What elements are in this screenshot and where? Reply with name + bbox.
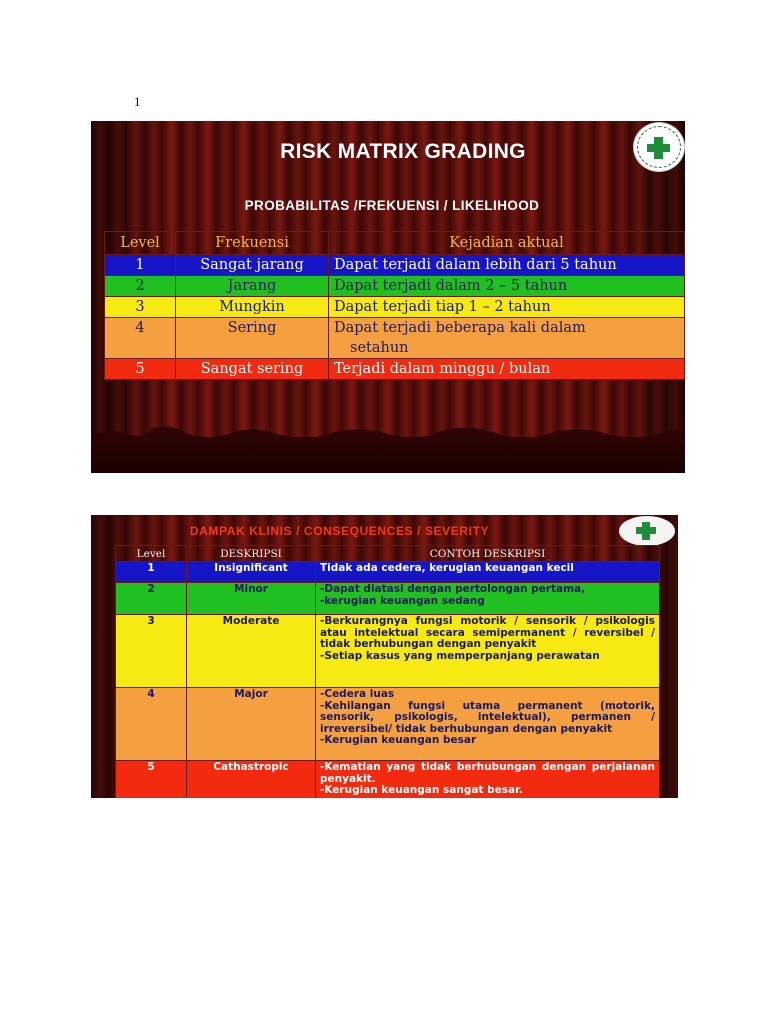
contoh-line: -kerugian keuangan sedang (320, 594, 485, 607)
contoh-line: -Kematian yang tidak berhubungan dengan perjalanan penyakit. (320, 761, 655, 785)
kejadian-cell: Dapat terjadi dalam 2 – 5 tahun (329, 276, 685, 297)
deskripsi-cell: Cathastropic (187, 761, 316, 799)
table-row (105, 359, 685, 380)
contoh-cell (316, 761, 660, 799)
slide-risk-matrix-grading (91, 121, 685, 473)
deskripsi-cell: Minor (187, 583, 316, 615)
contoh-cell (316, 615, 660, 688)
level-cell: 4 (105, 318, 176, 359)
curtain-edge-icon (91, 423, 685, 443)
contoh-line: -Cedera luas (320, 688, 395, 700)
header-level: Level (116, 546, 187, 562)
table-header-row (105, 232, 685, 255)
contoh-line: -Kerugian keuangan besar (320, 734, 477, 746)
contoh-cell (316, 562, 660, 583)
contoh-cell (316, 688, 660, 761)
table-row (105, 255, 685, 276)
frekuensi-cell: Sangat jarang (176, 255, 329, 276)
table-row (116, 562, 660, 583)
table-row (105, 318, 685, 359)
table-row (105, 276, 685, 297)
contoh-line: Tidak ada cedera, kerugian keuangan kecil (320, 562, 574, 574)
level-cell: 1 (105, 255, 176, 276)
likelihood-table (104, 231, 685, 380)
hospital-logo-icon (619, 516, 675, 546)
table-row (116, 688, 660, 761)
level-cell: 4 (116, 688, 187, 761)
level-cell: 5 (116, 761, 187, 799)
contoh-line: -Kehilangan fungsi utama permanent (motorik, sensorik, psikologis, intelektual), permanen / irreversibel/ tidak berhubungan dengan penyakit (320, 699, 655, 735)
table-header-row (116, 546, 660, 562)
header-deskripsi: DESKRIPSI (187, 546, 316, 562)
header-kejadian: Kejadian aktual (329, 232, 685, 255)
frekuensi-cell: Sering (176, 318, 329, 359)
slide2-title: DAMPAK KLINIS / CONSEQUENCES / SEVERITY (189, 524, 490, 538)
contoh-line: -Setiap kasus yang memperpanjang perawatan (320, 649, 600, 662)
table-row (116, 583, 660, 615)
header-contoh: CONTOH DESKRIPSI (316, 546, 660, 562)
kejadian-line: setahun (350, 340, 409, 356)
level-cell: 3 (116, 615, 187, 688)
contoh-line: -Kerugian keuangan sangat besar. (320, 784, 523, 796)
contoh-line: -Dapat diatasi dengan pertolongan pertama, (320, 583, 586, 595)
level-cell: 5 (105, 359, 176, 380)
level-cell: 2 (116, 583, 187, 615)
level-cell: 2 (105, 276, 176, 297)
contoh-cell (316, 583, 660, 615)
table-row (116, 615, 660, 688)
kejadian-cell: Terjadi dalam minggu / bulan (329, 359, 685, 380)
frekuensi-cell: Jarang (176, 276, 329, 297)
severity-table (115, 545, 660, 798)
kejadian-cell: Dapat terjadi tiap 1 – 2 tahun (329, 297, 685, 318)
kejadian-cell (329, 318, 685, 359)
deskripsi-cell: Insignificant (187, 562, 316, 583)
deskripsi-cell: Moderate (187, 615, 316, 688)
page-number: 1 (134, 94, 141, 109)
slide1-title: RISK MATRIX GRADING (280, 140, 526, 163)
level-cell: 1 (116, 562, 187, 583)
header-level: Level (105, 232, 176, 255)
deskripsi-cell: Major (187, 688, 316, 761)
kejadian-line: Dapat terjadi beberapa kali dalam (334, 320, 586, 336)
table-row (105, 297, 685, 318)
level-cell: 3 (105, 297, 176, 318)
frekuensi-cell: Sangat sering (176, 359, 329, 380)
frekuensi-cell: Mungkin (176, 297, 329, 318)
slide1-subtitle: PROBABILITAS /FREKUENSI / LIKELIHOOD (244, 198, 540, 213)
contoh-line: -Berkurangnya fungsi motorik / sensorik / psikologis atau intelektual secara semipermanent / reversibel / tidak berhubungan dengan penyakit (320, 615, 655, 650)
kejadian-cell: Dapat terjadi dalam lebih dari 5 tahun (329, 255, 685, 276)
table-row (116, 761, 660, 799)
curtain-valance (91, 437, 685, 473)
header-frekuensi: Frekuensi (176, 232, 329, 255)
slide-severity (91, 515, 678, 798)
